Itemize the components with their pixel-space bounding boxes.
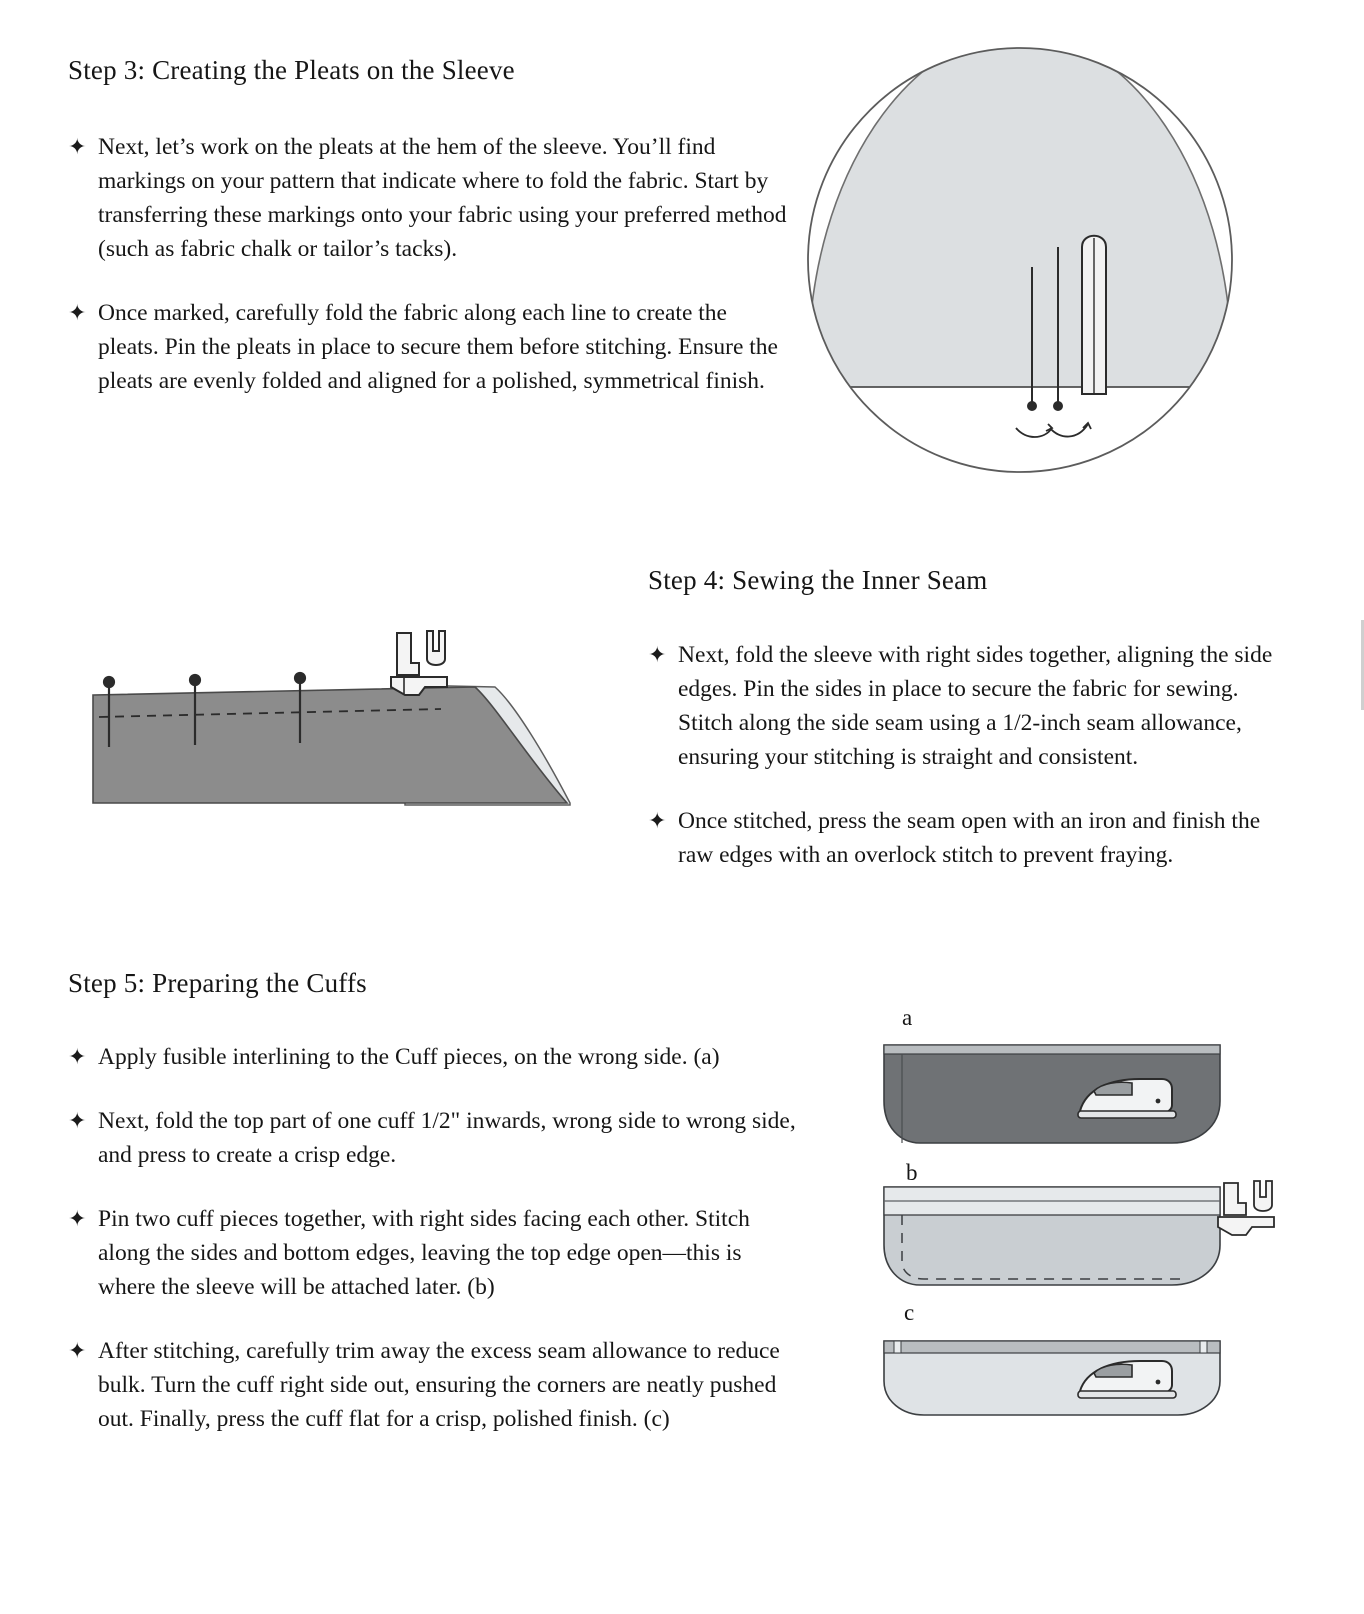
list-item	[68, 1202, 798, 1304]
bullet-star-icon: ✦	[68, 1044, 87, 1069]
list-item	[68, 296, 788, 398]
cuff-label-b: b	[906, 1160, 918, 1185]
cuff-label-a: a	[902, 1005, 913, 1030]
bullet-star-icon: ✦	[648, 808, 667, 833]
step-4-heading: Step 4: Sewing the Inner Seam	[648, 565, 988, 595]
list-item	[68, 130, 788, 266]
step-5-bullet-list	[68, 1040, 798, 1436]
list-item-text: Apply fusible interlining to the Cuff pieces, on the wrong side. (a)	[98, 1044, 720, 1070]
step-4-bullet-list	[648, 638, 1288, 872]
list-item	[648, 804, 1288, 872]
list-item	[68, 1104, 798, 1172]
list-item-text: Once stitched, press the seam open with an iron and finish the raw edges with an overlock stitch to prevent fraying.	[678, 808, 1261, 868]
list-item-text: Next, fold the sleeve with right sides together, aligning the side edges. Pin the sides in place to secure the fabric for sewing. Stitch along the side seam using a 1/2-inch seam allowance, ensuring your stitching is straight and consistent.	[678, 642, 1273, 770]
list-item	[648, 638, 1288, 774]
list-item-text: Next, let’s work on the pleats at the hem of the sleeve. You’ll find markings on your pattern that indicate where to fold the fabric. Start by transferring these markings onto your fabric using your preferred method (such as fabric chalk or tailor’s tacks).	[98, 134, 787, 262]
cuff-preparation-illustration	[880, 1005, 1300, 1425]
bullet-star-icon: ✦	[68, 1338, 87, 1363]
pinned-sleeve-hem-illustration	[75, 625, 605, 855]
cuff-label-c: c	[904, 1300, 915, 1325]
sleeve-pleats-detail-illustration	[800, 42, 1240, 497]
list-item-text: Once marked, carefully fold the fabric along each line to create the pleats. Pin the pleats in place to secure them before stitching. Ensure the pleats are evenly folded and aligned for a polished, symmetrical finish.	[98, 300, 778, 394]
step-3-bullet-list	[68, 130, 788, 398]
list-item-text: Pin two cuff pieces together, with right sides facing each other. Stitch along the sides and bottom edges, leaving the top edge open—this is where the sleeve will be attached later. (b)	[98, 1206, 750, 1300]
list-item	[68, 1040, 798, 1074]
bullet-star-icon: ✦	[648, 642, 667, 667]
bullet-star-icon: ✦	[68, 1108, 87, 1133]
list-item	[68, 1334, 798, 1436]
bullet-star-icon: ✦	[68, 1206, 87, 1231]
list-item-text: Next, fold the top part of one cuff 1/2" inwards, wrong side to wrong side, and press to create a crisp edge.	[98, 1108, 796, 1168]
step-3-heading: Step 3: Creating the Pleats on the Sleeve	[68, 55, 515, 85]
step-5-heading: Step 5: Preparing the Cuffs	[68, 968, 367, 998]
list-item-text: After stitching, carefully trim away the excess seam allowance to reduce bulk. Turn the cuff right side out, ensuring the corners are neatly pushed out. Finally, press the cuff flat for a crisp, polished finish. (c)	[98, 1338, 780, 1432]
bullet-star-icon: ✦	[68, 134, 87, 159]
bullet-star-icon: ✦	[68, 300, 87, 325]
